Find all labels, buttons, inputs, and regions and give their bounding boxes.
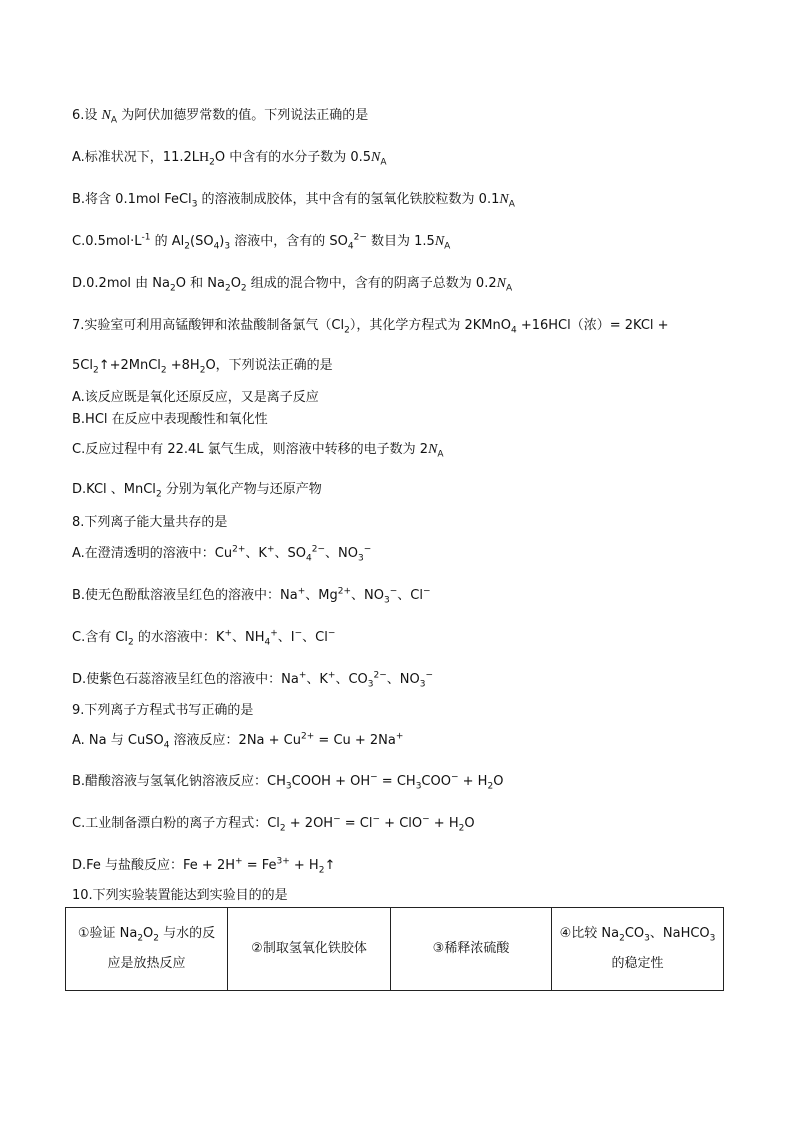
q10-option-4: ④比较 $Na_2CO_3$、NaHCO$_3$ 的稳定性 bbox=[552, 908, 724, 991]
q8-option-d: D.使紫色石蕊溶液呈红色的溶液中：Na+、K+、$CO_3^{2-}$、$NO_3^-$ bbox=[72, 670, 434, 690]
q6-option-c: $C.0.5mol\cdot L^{-1}$ 的 $Al_2(SO_4)_3$ 溶液中，含有的 $SO_4^{2-}$ 数目为 $1.5N_A$ bbox=[72, 232, 451, 252]
q8-option-b: B.使无色酚酞溶液呈红色的溶液中：Na+、$Mg^{2+}$、$NO_3^-$、Cl− bbox=[72, 586, 431, 606]
q10-option-3: ③稀释浓硫酸 bbox=[391, 908, 552, 991]
q7-option-c: C.反应过程中有 22.4L 氯气生成，则溶液中转移的电子数为 $2N_A$ bbox=[72, 442, 444, 460]
q10-option-2: ②制取氢氧化铁胶体 bbox=[228, 908, 391, 991]
q10-option-1: ①验证 $Na_2O_2$ 与水的反应是放热反应 bbox=[66, 908, 228, 991]
q10-stem: 10.下列实验装置能达到实验目的的是 bbox=[72, 888, 288, 903]
q9-option-d: D.Fe 与盐酸反应：$Fe + 2H^+ = Fe^{3+}$ + $H_2↑$ bbox=[72, 856, 336, 876]
q7-stem-line2: $5Cl_2↑+2MnCl_2 +8H_2O$，下列说法正确的是 bbox=[72, 358, 333, 376]
q6-option-a: A.标准状况下，$11.2LH_2O$ 中含有的水分子数为 $0.5N_A$ bbox=[72, 150, 387, 168]
q7-stem-line1: 7.实验室可利用高锰酸钾和浓盐酸制备氯气$(Cl_2)$，其化学方程式为 2KMnO$_4$ +16HCl（浓）= 2KCl + bbox=[72, 318, 669, 336]
q7-option-a: A.该反应既是氧化还原反应，又是离子反应 bbox=[72, 390, 319, 405]
q7-option-d: D.KCl 、MnCl$_2$ 分别为氧化产物与还原产物 bbox=[72, 482, 322, 500]
q6-stem: 6.设 $N_A$ 为阿伏加德罗常数的值。下列说法正确的是 bbox=[72, 108, 369, 126]
q6-option-d: D.0.2mol 由 $Na_2O$ 和 $Na_2O_2$ 组成的混合物中，含有的阴离子总数为 $0.2N_A$ bbox=[72, 276, 513, 294]
q9-stem: 9.下列离子方程式书写正确的是 bbox=[72, 703, 254, 718]
q9-option-b: B.醋酸溶液与氢氧化钠溶液反应：$CH_3COOH + OH^- = CH_3COO^- + H_2O$ bbox=[72, 772, 504, 792]
q9-option-c: C.工业制备漂白粉的离子方程式：$Cl_2 + 2OH^- = Cl^- + ClO^- + H_2O$ bbox=[72, 814, 475, 834]
q8-option-c: C.含有 $Cl_2$ 的水溶液中：K+、$NH_4^+$、I−、Cl− bbox=[72, 628, 336, 648]
q8-option-a: A.在澄清透明的溶液中：$Cu^{2+}$、K+、$SO_4^{2-}$、$NO_3^-$ bbox=[72, 544, 372, 564]
q7-option-b: B.HCl 在反应中表现酸性和氧化性 bbox=[72, 412, 268, 427]
q6-option-b: B.将含 0.1mol FeCl$_3$ 的溶液制成胶体，其中含有的氢氧化铁胶粒数为 $0.1N_A$ bbox=[72, 192, 515, 210]
q8-stem: 8.下列离子能大量共存的是 bbox=[72, 515, 228, 530]
q9-option-a: A. Na 与 CuSO$_4$ 溶液反应：$2Na + Cu^{2+} = Cu + 2Na^+$ bbox=[72, 731, 404, 751]
q10-options-table bbox=[65, 907, 724, 991]
